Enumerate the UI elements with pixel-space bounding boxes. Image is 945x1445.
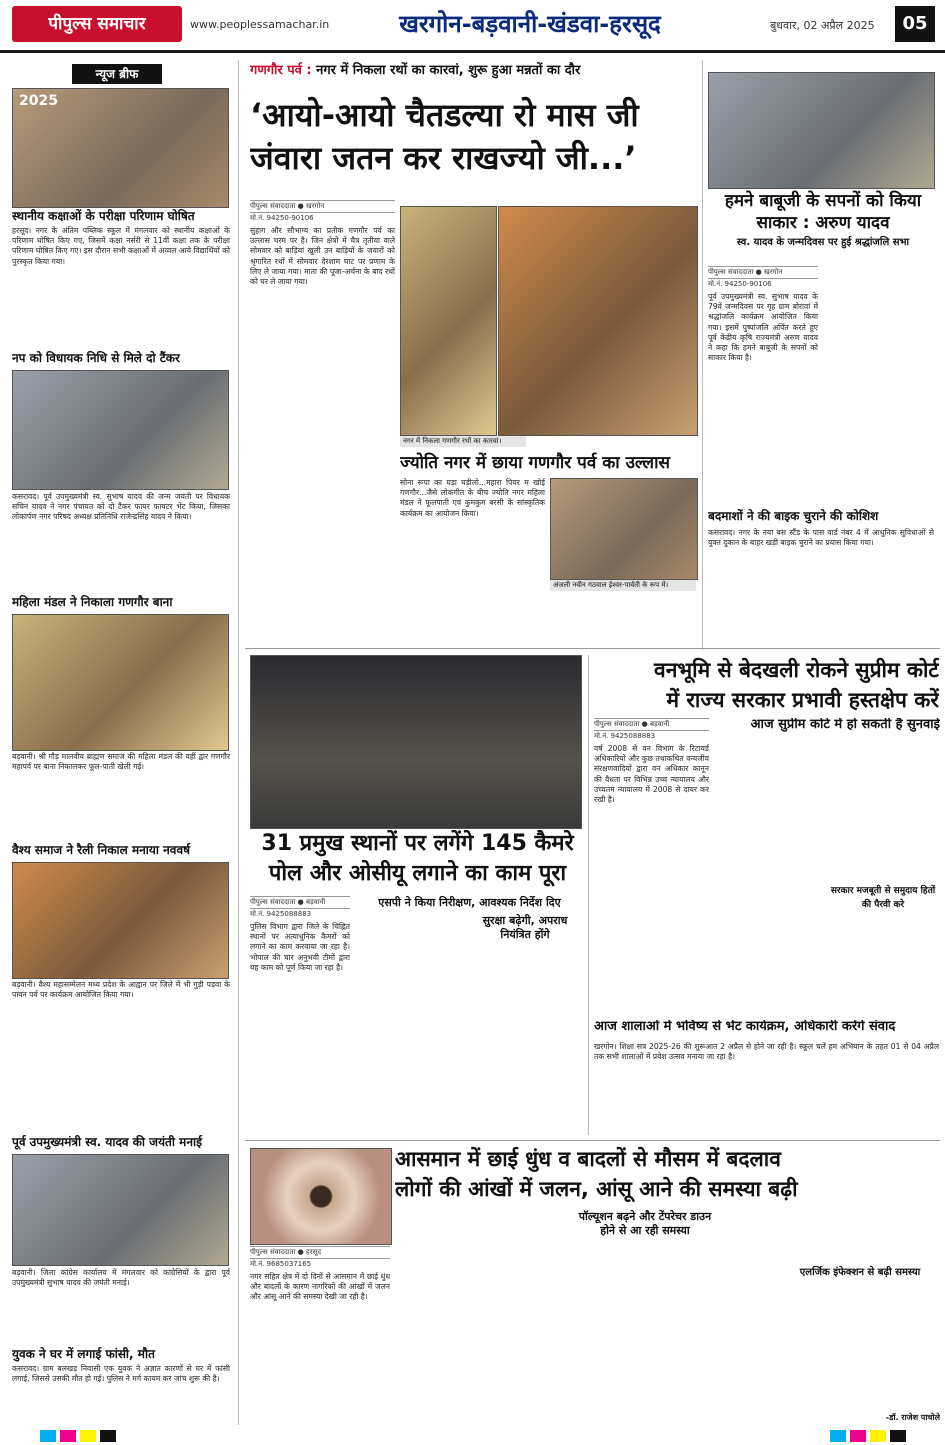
school-headline: आज शालाओं में भविष्य से भेंट कार्यक्रम, अधिकारी करेंगे संवाद <box>594 1020 896 1034</box>
camera-byline: पीपुल्स संवाददाता ● बड़वानी <box>250 896 350 907</box>
forest-headline-1: वनभूमि से बेदखली रोकने सुप्रीम कोर्ट <box>654 658 939 682</box>
section-title: खरगोन-बड़वानी-खंडवा-हरसूद <box>399 10 661 38</box>
brief-head-6: युवक ने घर में लगाई फांसी, मौत <box>12 1347 155 1361</box>
weather-box-body <box>780 1284 940 1410</box>
section-divider <box>245 648 940 649</box>
weather-byline: पीपुल्स संवाददाता ● हरसूद <box>250 1246 390 1257</box>
weather-body-col2 <box>395 1210 510 1422</box>
website-url[interactable]: www.peoplessamachar.in <box>190 18 330 31</box>
brief-photo-1 <box>12 88 229 208</box>
school-body: खरगोन। शिक्षा सत्र 2025-26 की शुरूआत 2 अप्रैल से होने जा रही है। स्कूल चलें हम अभियान के तहत 01 से 04 अप्रैल तक सभी शालाओं में प्रवेश उत्सव मनाया जा रहा है। <box>594 1042 939 1062</box>
bike-headline: बदमाशों ने की बाइक चुराने की कोशिश <box>708 509 879 523</box>
lead-headline-2: जंवारा जतन कर राखज्यो जी...’ <box>250 139 637 177</box>
lead-photo-1 <box>400 206 497 436</box>
jyoti-body: सोना रूपा का घड़ा घड़ीलो...महारा पियर म खोई गणगौर...जैसे लोकगीत के बीच ज्योति नगर महिला मंडल ने फूलपाती एवं कुमकुम बरसी के सांस्कृतिक कार्यक्रम का आयोजन किया। <box>400 478 545 518</box>
brief-photo-2 <box>12 370 229 490</box>
brief-head-5: पूर्व उपमुख्यमंत्री स्व. यादव की जयंती मनाई <box>12 1135 202 1149</box>
weather-signature: -डॉ. राजेश पाचोले <box>885 1413 940 1422</box>
camera-headline-1: 31 प्रमुख स्थानों पर लगेंगे 145 कैमरे <box>261 831 574 856</box>
column-divider <box>702 60 703 650</box>
forest-body-col2 <box>714 744 824 1016</box>
brief-body-4: बड़वानी। वैश्य महासम्मेलन मध्य प्रदेश के आह्वान पर जिले में भी गुड़ी पड़वा के पावन पर्व पर कार्यक्रम आयोजित किया गया। <box>12 980 230 1000</box>
bike-body: कसरावद। नगर के नया बस स्टैंड के पास वार्ड नंबर 4 में आधुनिक सुविधाओं से युक्त दुकान के बाहर खड़ी बाइक चुराने का प्रयास किया गया। <box>708 528 934 548</box>
forest-subhead: आज सुप्रीम कोर्ट में हो सकती है सुनवाई <box>750 718 940 732</box>
yadav-headline-2: साकार : अरुण यादव <box>756 213 890 233</box>
lead-kicker-rest: नगर में निकला रथों का कारवां, शुरू हुआ मन्नतों का दौर <box>316 63 581 78</box>
weather-headline-2: लोगों की आंखों में जलन, आंसू आने की समस्या बढ़ी <box>395 1177 798 1201</box>
lead-body-col1b <box>250 590 395 640</box>
yadav-subhead: स्व. यादव के जन्मदिवस पर हुई श्रद्धांजलि सभा <box>736 237 910 248</box>
jyoti-photo <box>550 478 698 580</box>
brief-body-1: हरसूद। नगर के अंतिम पब्लिक स्कूल में मंगलवार को स्थानीय कक्षाओं के परिणाम घोषित किए गए, जिसमें कक्षा नर्सरी से 11वीं कक्षा तक के परीक्षा परिणाम घोषित किए गए। इस दौरान सभी कक्षाओं में अव्वल आये विद्यार्थियों को पुरस्कृत किया गया। <box>12 226 230 266</box>
lead-body-col1: सुहाग और सौभाग्य का प्रतीक गणगौर पर्व का उल्लास चरम पर है। जिन क्षेत्रों में चैत्र तृतीया वाले सोमवार को बाड़ियां खुली उन बाड़ियों के जवारों को श्रृंगारित रथों में सोमवार देरशाम घाट पर प्रणाम के लिए ले जाया गया। माता की पूजा-अर्चना के बाद रथों को घर ले जाया गया। <box>250 226 395 287</box>
yadav-phone: मो.नं. 94250-90106 <box>708 278 818 289</box>
lead-headline-1: ‘आयो-आयो चैतडल्या रो मास जी <box>250 96 639 134</box>
brief-head-1: स्थानीय कक्षाओं के परीक्षा परिणाम घोषित <box>12 209 195 223</box>
brief-head-3: महिला मंडल ने निकाला गणगौर बाना <box>12 595 173 609</box>
brief-body-5: बड़वानी। जिला कांग्रेस कार्यालय में मंगलवार को कांग्रेसियों के द्वारा पूर्व उपमुख्यमंत्री सुभाष यादव की जयंती मनाई। <box>12 1268 230 1288</box>
column-divider <box>238 60 239 1425</box>
camera-box-body <box>470 948 580 1132</box>
forest-headline-2: में राज्य सरकार प्रभावी हस्तक्षेप करें <box>666 688 939 712</box>
news-brief-tag: न्यूज ब्रीफ <box>72 64 162 84</box>
forest-box-headline: सरकार मजबूती से समुदाय हितों की पैरवी करे <box>830 886 936 910</box>
brief-head-4: वैश्य समाज ने रैली निकाल मनाया नववर्ष <box>12 843 191 857</box>
photo-year-label: 2025 <box>19 93 58 109</box>
forest-box-body <box>828 910 938 1016</box>
weather-body-col3 <box>515 1244 775 1422</box>
camera-body: पुलिस विभाग द्वारा जिले के चिह्नित स्थानों पर अत्याधुनिक कैमरों को लगाने का काम करवाया जा रहा है। भोपाल की चार अनुभवी टीमों द्वारा यह काम को पूर्ण किया जा रहा है। <box>250 922 350 972</box>
lead-photo-caption: नगर में निकला गणगौर रथों का कारवां। <box>400 436 526 447</box>
weather-body: नगर सहित क्षेत्र में दो दिनों से आसमान में छाई धुंध और बादलों के कारण नागरिकों की आंखों में जलन और आंसू आने की समस्या देखी जा रही है। <box>250 1272 390 1302</box>
weather-phone: मो.नं. 9685037165 <box>250 1258 390 1269</box>
lead-byline: पीपुल्स संवाददाता ● खरगोन <box>250 200 395 211</box>
color-registration-bar <box>0 1428 945 1445</box>
brief-body-3: बड़वानी। श्री गौड़ मालवीय ब्राह्मण समाज की महिला मंडल की वहीं द्वार गणगौर महापर्व पर बाना निकालकर फूल-पाती खेली गई। <box>12 752 230 772</box>
weather-subhead-2: होने से आ रही समस्या <box>600 1224 690 1237</box>
eye-photo <box>250 1148 392 1245</box>
yadav-photo <box>708 72 935 189</box>
jyoti-headline: ज्योति नगर में छाया गणगौर पर्व का उल्लास <box>400 453 670 473</box>
lead-photo-2 <box>498 206 698 436</box>
jyoti-caption: अंजली नवीन गठवाल ईश्वर-पार्वती के रूप में। <box>550 580 696 591</box>
masthead <box>0 0 945 53</box>
camera-subhead: एसपी ने किया निरीक्षण, आवश्यक निर्देश दिए <box>378 896 561 909</box>
brief-photo-3 <box>12 614 229 751</box>
camera-phone: मो.नं. 9425088883 <box>250 908 350 919</box>
brief-body-2: कसरावद। पूर्व उपमुख्यमंत्री स्व. सुभाष यादव की जन्म जयंती पर विधायक सचिन यादव ने नगर पंचायत को दो टैंकर फायर फायटर भेंट किया, जिसका लोकार्पण नगर परिषद अध्यक्ष प्रतिनिधि राजेन्द्रसिंह यादव ने किया। <box>12 492 230 522</box>
newspaper-logo: पीपुल्स समाचार <box>12 6 182 42</box>
yadav-byline: पीपुल्स संवाददाता ● खरगोन <box>708 266 818 277</box>
page-number: 05 <box>895 6 935 42</box>
yadav-body: पूर्व उपमुख्यमंत्री स्व. सुभाष यादव के 79वें जन्मदिवस पर गृह ग्राम बोरावां में श्रद्धांजलि कार्यक्रम आयोजित किया गया। इसमें पुष्पांजलि अर्पित करते हुए पूर्व केंद्रीय कृषि राज्यमंत्री अरुण यादव ने कहा कि हमने बाबूजी के सपनों को साकार किया है। <box>708 292 818 363</box>
brief-photo-4 <box>12 862 229 979</box>
issue-date: बुधवार, 02 अप्रैल 2025 <box>770 19 875 32</box>
lead-kicker: गणगौर पर्व : <box>250 63 312 78</box>
section-divider <box>245 1140 940 1141</box>
forest-body: वर्ष 2008 से वन विभाग के रिटायर्ड अधिकारियों और कुछ तथाकथित वन्यजीव संरक्षणवादियों द्वारा वन अधिकार कानून की वैधता पर विभिन्न उच्च न्यायालय और उच्चतम न्यायालय में 2008 से दायर कर रखी है। <box>594 744 709 805</box>
brief-body-6: कसरावद। ग्राम बलखड़ निवासी एक युवक ने अज्ञात कारणों से घर में फांसी लगाई, जिससे उसकी मौत हो गई। पुलिस ने मर्ग कायम कर जांच शुरू की है। <box>12 1364 230 1384</box>
lead-kicker-line <box>250 60 695 82</box>
brief-head-2: नप को विधायक निधि से मिले दो टैंकर <box>12 351 180 365</box>
forest-phone: मो.नं. 9425088883 <box>594 730 709 741</box>
column-divider <box>588 655 589 1135</box>
lead-phone: मो.नं. 94250-90106 <box>250 212 395 223</box>
camera-headline-2: पोल और ओसीयू लगाने का काम पूरा <box>268 861 567 886</box>
camera-box-headline: सुरक्षा बढ़ेगी, अपराध नियंत्रित होंगे <box>482 914 568 941</box>
weather-box-headline: एलर्जिक इंफेक्शन से बढ़ी समस्या <box>799 1267 921 1278</box>
weather-headline-1: आसमान में छाई धुंध व बादलों से मौसम में बदलाव <box>395 1147 781 1171</box>
yadav-body-col2 <box>822 266 934 502</box>
forest-byline: पीपुल्स संवाददाता ● बड़वानी <box>594 718 709 729</box>
camera-body-col2 <box>354 916 464 1132</box>
yadav-headline-1: हमने बाबूजी के सपनों को किया <box>724 191 922 211</box>
camera-photo <box>250 655 582 829</box>
weather-subhead-1: पॉल्यूशन बढ़ने और टेंपरेचर डाउन <box>578 1210 712 1223</box>
brief-photo-5 <box>12 1154 229 1266</box>
